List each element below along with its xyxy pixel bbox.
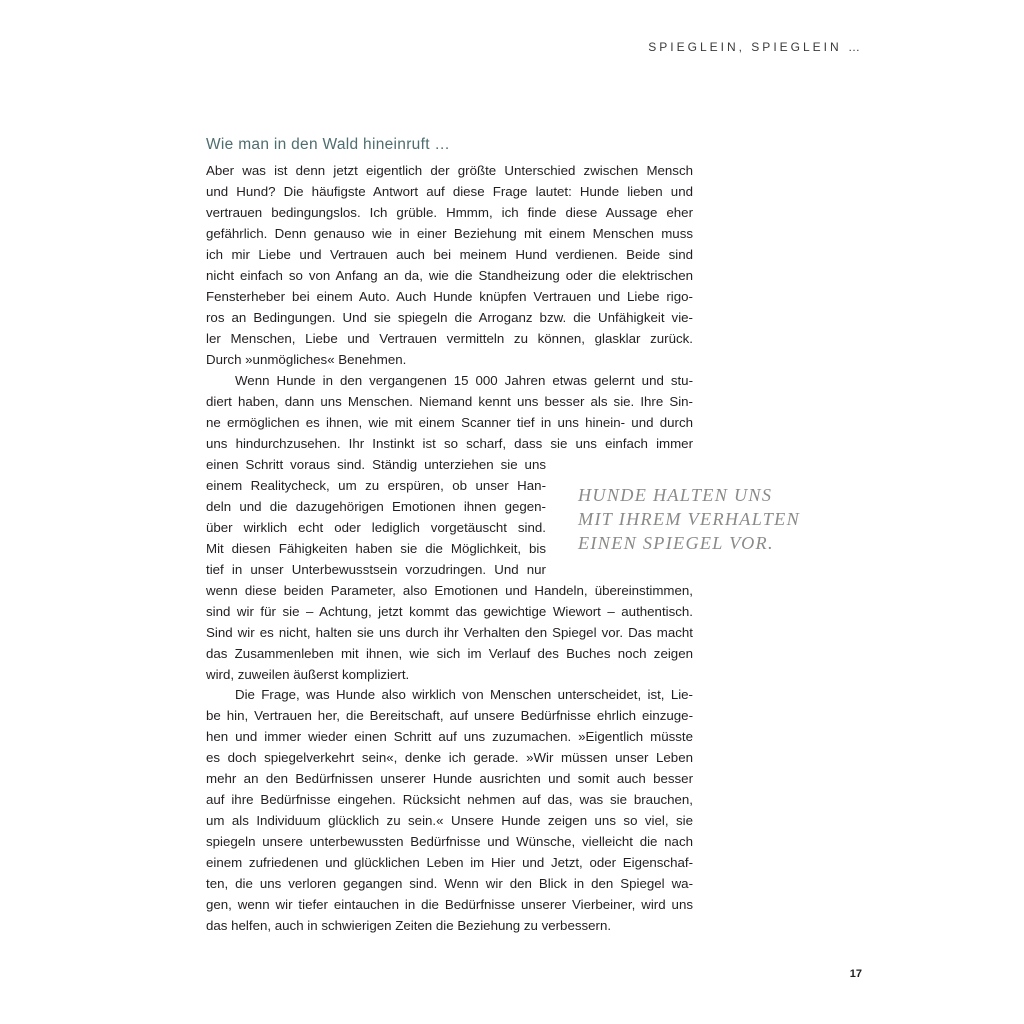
text-line: deln und die dazugehörigen Emotionen ihnen gegen-: [206, 499, 546, 514]
text-line: Sind wir es nicht, halten sie uns durch ihr Verhalten den Spiegel vor. Das macht: [206, 625, 693, 640]
page-number: 17: [849, 968, 862, 980]
paragraph-3: [206, 684, 693, 936]
text-line: wenn diese beiden Parameter, also Emotionen und Handeln, übereinstimmen,: [206, 583, 693, 598]
text-line: spiegeln unsere unterbewussten Bedürfnisse und Wünsche, vielleicht die nach: [206, 834, 693, 849]
paragraph-2-continued: [206, 580, 693, 685]
text-line: gefährlich. Denn genauso wie in einer Beziehung mit einem Menschen muss: [206, 226, 693, 241]
text-line: ich mir Liebe und Vertrauen auch bei meinem Hund verdienen. Beide sind: [206, 247, 693, 262]
text-line: das helfen, auch in schwierigen Zeiten die Beziehung zu verbessern.: [206, 918, 612, 933]
text-line: auf ihre Bedürfnisse eingehen. Rücksicht nehmen auf das, was sie brauchen,: [206, 792, 693, 807]
text-line: Die Frage, was Hunde also wirklich von Menschen unterscheidet, ist, Lie-: [235, 687, 693, 702]
pull-quote: [578, 483, 818, 555]
text-line: Aber was ist denn jetzt eigentlich der größte Unterschied zwischen Mensch: [206, 163, 693, 178]
text-line: und Hund? Die häufigste Antwort auf diese Frage lautet: Hunde lieben und: [206, 184, 693, 199]
text-line: hen und immer wieder einen Schritt auf uns zuzumachen. »Eigentlich müsste: [206, 729, 693, 744]
text-line: mehr an den Bedürfnissen unserer Hunde ausrichten und somit auch besser: [206, 771, 693, 786]
paragraph-1: [206, 160, 693, 370]
text-line: ten, die uns verloren gegangen sind. Wenn wir den Blick in den Spiegel wa-: [206, 876, 693, 891]
paragraph-2-wrapped: [206, 454, 546, 580]
text-line: gen, wenn wir tiefer eintauchen in die Bedürfnisse unserer Vierbeiner, wird uns: [206, 897, 693, 912]
text-line: Mit diesen Fähigkeiten haben sie die Möglichkeit, bis: [206, 541, 546, 556]
text-line: ne ermöglichen es ihnen, wie mit einem Scanner tief in uns hinein- und durch: [206, 415, 693, 430]
text-line: nicht einfach so von Anfang an da, wie die Standheizung oder die elektrischen: [206, 268, 693, 283]
text-line: sind wir für sie – Achtung, jetzt kommt das gewichtige Wiewort – authentisch.: [206, 604, 693, 619]
text-line: einem Realitycheck, um zu erspüren, ob unser Han-: [206, 478, 546, 493]
text-line: Durch »unmögliches« Benehmen.: [206, 352, 407, 367]
pull-quote-line: HUNDE HALTEN UNS: [578, 485, 773, 505]
running-head: SPIEGLEIN, SPIEGLEIN …: [648, 40, 863, 54]
pull-quote-line: MIT IHREM VERHALTEN: [578, 509, 801, 529]
section-title: Wie man in den Wald hineinruft …: [206, 136, 451, 153]
text-line: uns hindurchzusehen. Ihr Instinkt ist so scharf, dass sie uns einfach immer: [206, 436, 693, 451]
text-line: be hin, Vertrauen her, die Bereitschaft, auf unsere Bedürfnisse ehrlich einzuge-: [206, 708, 693, 723]
text-line: es doch spiegelverkehrt sein«, denke ich gerade. »Wir müssen unser Leben: [206, 750, 693, 765]
text-line: einem zufriedenen und glücklichen Leben im Hier und Jetzt, oder Eigenschaf-: [206, 855, 693, 870]
text-line: Wenn Hunde in den vergangenen 15 000 Jahren etwas gelernt und stu-: [235, 373, 693, 388]
text-line: um als Individuum glücklich zu sein.« Unsere Hunde zeigen uns so viel, sie: [206, 813, 693, 828]
text-line: tief in unser Unterbewusstsein vorzudringen. Und nur: [206, 562, 546, 577]
text-line: ros an Bedingungen. Und sie spiegeln die Arroganz bzw. die Unfähigkeit vie-: [206, 310, 693, 325]
text-line: einen Schritt voraus sind. Ständig unterziehen sie uns: [206, 457, 546, 472]
text-line: über wirklich echt oder lediglich vorgetäuscht sind.: [206, 520, 546, 535]
text-line: Fensterheber bei einem Auto. Auch Hunde knüpfen Vertrauen und Liebe rigo-: [206, 289, 693, 304]
text-line: diert haben, dann uns Menschen. Niemand kennt uns besser als sie. Ihre Sin-: [206, 394, 693, 409]
text-line: ler Menschen, Liebe und Vertrauen vermitteln zu können, glasklar zurück.: [206, 331, 693, 346]
text-line: vertrauen bedingungslos. Ich grüble. Hmmm, ich finde diese Aussage eher: [206, 205, 693, 220]
pull-quote-line: EINEN SPIEGEL VOR.: [578, 533, 774, 553]
paragraph-2: [206, 370, 693, 454]
text-line: das Zusammenleben mit ihnen, wie sich im Verlauf des Buches noch zeigen: [206, 646, 693, 661]
text-line: wird, zuweilen äußerst kompliziert.: [206, 667, 410, 682]
